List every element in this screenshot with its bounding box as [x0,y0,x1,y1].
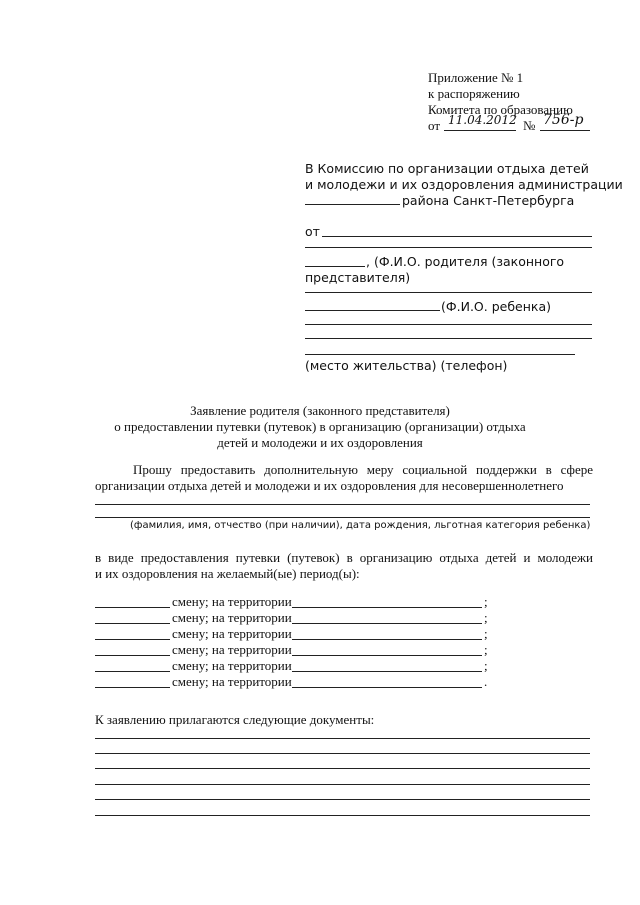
appendix-committee: Комитета по образованию [428,102,573,117]
shift-territory-blank [292,623,482,624]
shift-territory-blank [292,671,482,672]
child-name-blank [305,310,440,311]
child-info-line-1 [95,504,590,505]
request-text-line-1: Прошу предоставить дополнительную меру социальной поддержки в сфере [133,462,593,477]
document-title-line-2: о предоставлении путевки (путевок) в организацию (организации) отдыха [114,419,526,434]
address-phone-label: (место жительства) (телефон) [305,358,508,373]
appendix-order-label: к распоряжению [428,86,520,101]
parent-name-label-2: представителя) [305,270,411,285]
shift-label: смену; на территории [172,594,292,609]
addressee-line-3: района Санкт-Петербурга [402,193,575,208]
documents-line-2 [95,753,590,754]
form-text-line-2: и их оздоровления на желаемый(ые) период(ы): [95,566,360,581]
documents-line-6 [95,815,590,816]
shift-count-blank [95,623,170,624]
district-blank [305,204,400,205]
shift-territory-blank [292,655,482,656]
applicant-line-2 [305,247,592,248]
addressee-line-2: и молодежи и их оздоровления администрации [305,177,623,192]
shift-territory-blank [292,687,482,688]
address-line-3 [305,354,575,355]
appendix-date-handwritten: 11.04.2012 [448,113,517,127]
shift-label: смену; на территории [172,658,292,673]
appendix-number-handwritten: 756-р [543,112,584,128]
shift-count-blank [95,687,170,688]
address-line-2 [305,338,592,339]
shift-count-blank [95,639,170,640]
shift-count-blank [95,671,170,672]
shift-end-mark: . [484,674,488,689]
shift-end-mark: ; [484,658,488,673]
child-name-label: (Ф.И.О. ребенка) [441,299,552,314]
shift-count-blank [95,655,170,656]
shift-end-mark: ; [484,610,488,625]
parent-name-label: , (Ф.И.О. родителя (законного [366,254,565,269]
shift-end-mark: ; [484,642,488,657]
shift-label: смену; на территории [172,626,292,641]
request-text-line-2: организации отдыха детей и молодежи и их оздоровления для несовершеннолетнего [95,478,564,493]
parent-name-blank [305,266,365,267]
appendix-title: Приложение № 1 [428,70,524,85]
documents-line-5 [95,799,590,800]
appendix-number-label: № [523,118,536,133]
documents-line-1 [95,738,590,739]
form-text-line-1: в виде предоставления путевки (путевок) в организацию отдыха детей и молодежи [95,550,593,565]
appendix-number-underline [540,130,590,131]
addressee-line-1: В Комиссию по организации отдыха детей [305,161,589,176]
child-info-line-2 [95,517,590,518]
shift-label: смену; на территории [172,642,292,657]
shift-count-blank [95,607,170,608]
applicant-from-line [322,236,592,237]
address-line-1 [305,324,592,325]
documents-label: К заявлению прилагаются следующие документы: [95,712,375,727]
documents-line-4 [95,784,590,785]
shift-end-mark: ; [484,626,488,641]
appendix-date-underline [444,130,516,131]
documents-line-3 [95,768,590,769]
applicant-line-3 [305,292,592,293]
shift-territory-blank [292,607,482,608]
shift-end-mark: ; [484,594,488,609]
child-info-caption: (фамилия, имя, отчество (при наличии), дата рождения, льготная категория ребенка) [130,520,591,531]
applicant-from-label: от [305,224,320,239]
appendix-date-label: от [428,118,441,133]
document-title-line-1: Заявление родителя (законного представителя) [190,403,450,418]
document-title-line-3: детей и молодежи и их оздоровления [217,435,423,450]
shift-territory-blank [292,639,482,640]
shift-label: смену; на территории [172,674,292,689]
shift-label: смену; на территории [172,610,292,625]
